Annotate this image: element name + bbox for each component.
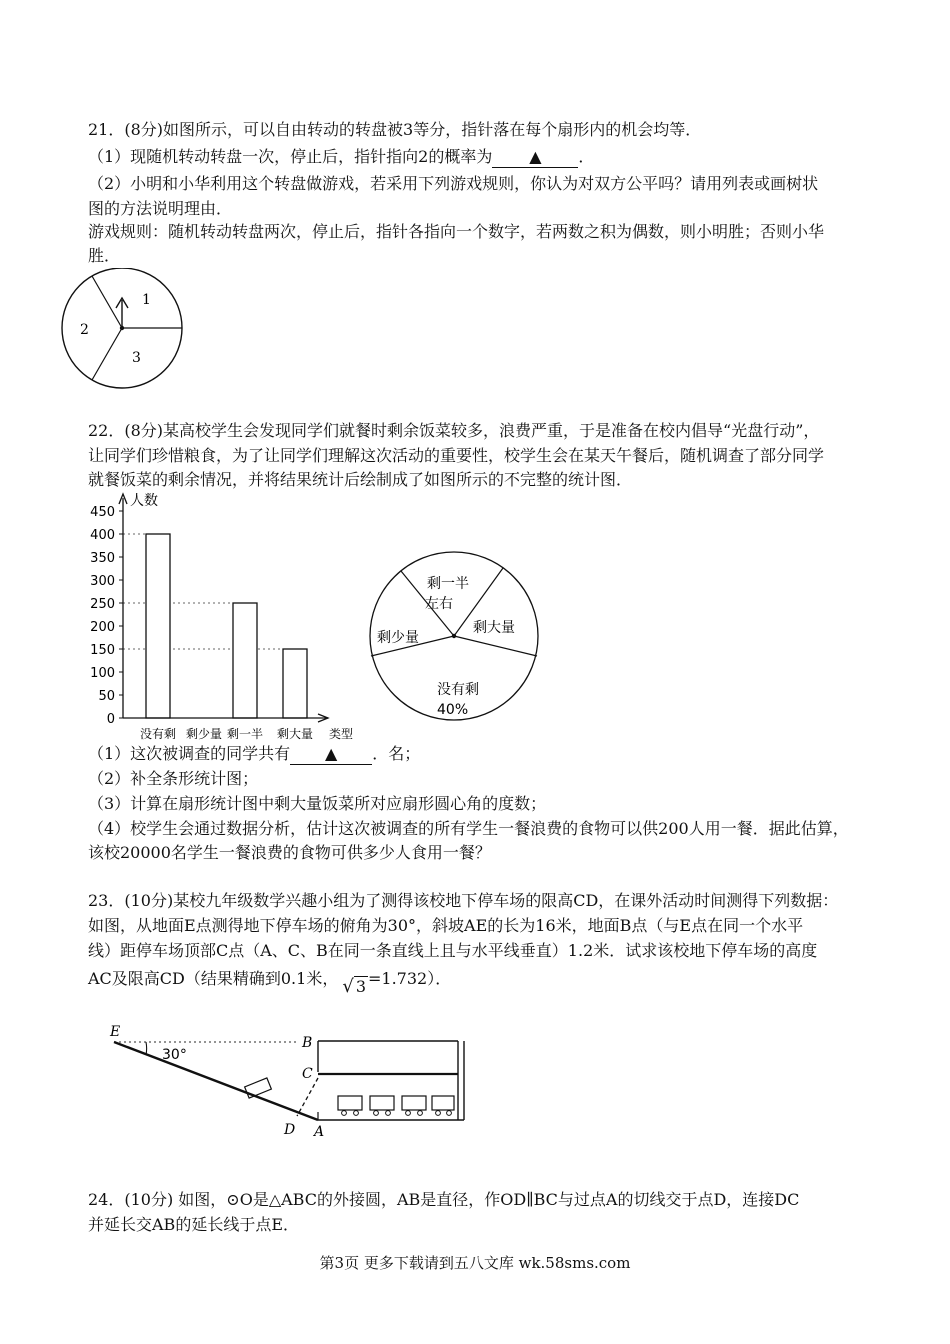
spinner-label-3: 3: [132, 350, 141, 366]
y-tick-label: 50: [98, 689, 115, 704]
q21-part1: [88, 147, 594, 168]
bar: [283, 649, 307, 718]
pie-chart: [365, 548, 555, 728]
bar-chart: [80, 490, 360, 742]
q22-part1: [88, 744, 420, 765]
q23-line2: 如图，从地面E点测得地下停车场的俯角为30°，斜坡AE的长为16米，地面B点（与E点在同一个水平: [88, 916, 804, 935]
point-B: B: [302, 1035, 313, 1051]
spinner-label-2: 2: [80, 322, 89, 338]
pie-label-none: 没有剩: [437, 682, 479, 698]
q24-line1: 24．(10分) 如图，⊙O是△ABC的外接圆，AB是直径，作OD∥BC与过点A的切线交于点D，连接DC: [88, 1190, 800, 1209]
answer-blank: ▲: [492, 147, 578, 168]
page-footer: 第3页 更多下载请到五八文库 wk.58sms.com: [319, 1254, 631, 1272]
sqrt-expression: [342, 976, 368, 997]
y-tick-label: 250: [90, 597, 115, 612]
y-tick-label: 300: [90, 574, 115, 589]
y-tick-label: 400: [90, 528, 115, 543]
parking-figure: [100, 1022, 470, 1142]
q23-line4: [88, 968, 452, 997]
y-tick-label: 100: [90, 666, 115, 681]
spinner-divider: [92, 276, 122, 328]
y-tick-label: 0: [106, 712, 115, 727]
q22-part4-line2: 该校20000名学生一餐浪费的食物可供多少人食用一餐？: [88, 843, 491, 862]
angle-label: 30°: [162, 1047, 187, 1063]
q21-part2-line2: 图的方法说明理由．: [88, 199, 233, 218]
q23-line4-end: =1.732）．: [368, 969, 452, 988]
bar: [146, 534, 170, 718]
pie-center: [452, 634, 456, 638]
car: [338, 1096, 362, 1115]
dashed-CD: [297, 1078, 318, 1116]
car: [432, 1096, 454, 1115]
q21-part2-line1: （2）小明和小华利用这个转盘做游戏，若采用下列游戏规则，你认为对双方公平吗？请用列表或画树状: [88, 174, 819, 193]
x-axis-label: 类型: [329, 727, 354, 741]
q22-part1-end: ．名；: [372, 744, 421, 763]
spinner-center: [120, 326, 124, 330]
pie-label-half: 剩一半: [427, 576, 469, 592]
car: [402, 1096, 426, 1115]
category-label: 剩大量: [276, 727, 314, 741]
spinner-figure: [58, 268, 188, 392]
category-label: 剩一半: [226, 727, 264, 741]
point-D: D: [284, 1122, 296, 1138]
point-E: E: [110, 1024, 121, 1040]
y-tick-label: 150: [90, 643, 115, 658]
q22-stem-line1: 22．(8分)某高校学生会发现同学们就餐时剩余饭菜较多，浪费严重，于是准备在校内倡导“光盘行动”，: [88, 421, 820, 440]
point-C: C: [302, 1066, 313, 1082]
q21-part1-text: （1）现随机转动转盘一次，停止后，指针指向2的概率为: [88, 147, 493, 166]
q22-part1-text: （1）这次被调查的同学共有: [88, 744, 291, 763]
q22-stem-line2: 让同学们珍惜粮食，为了让同学们理解这次活动的重要性，校学生会在某天午餐后，随机调查了部分同学: [88, 446, 825, 465]
car: [370, 1096, 394, 1115]
q23-line1: 23．(10分)某校九年级数学兴趣小组为了测得该校地下停车场的限高CD，在课外活动时间测得下列数据：: [88, 891, 839, 910]
q21-part1-end: ．: [578, 147, 595, 166]
y-tick-label: 350: [90, 551, 115, 566]
y-tick-label: 450: [90, 505, 115, 520]
spinner-divider: [92, 328, 122, 380]
q24-line2: 并延长交AB的延长线于点E．: [88, 1215, 299, 1234]
pie-label-small: 剩少量: [377, 630, 419, 646]
pie-divider: [454, 636, 537, 656]
slope-AE: [114, 1042, 318, 1120]
car-on-slope: [245, 1078, 272, 1098]
q22-part3: （3）计算在扇形统计图中剩大量饭菜所对应扇形圆心角的度数；: [88, 794, 547, 813]
q21-stem: 21．(8分)如图所示，可以自由转动的转盘被3等分，指针落在每个扇形内的机会均等．: [88, 120, 702, 139]
y-axis-label: 人数: [130, 493, 158, 509]
spinner-label-1: 1: [142, 292, 151, 308]
q21-rule-line1: 游戏规则：随机转动转盘两次，停止后，指针各指向一个数字，若两数之积为偶数，则小明胜；否则小华: [88, 222, 825, 241]
y-tick-label: 200: [90, 620, 115, 635]
pie-label-half-2: 左右: [425, 596, 453, 612]
q22-part4-line1: （4）校学生会通过数据分析，估计这次被调查的所有学生一餐浪费的食物可以供200人用一餐．据此估算，: [88, 819, 849, 838]
q23-line3: 线）距停车场顶部C点（A、C、B在同一条直线上且与水平线垂直）1.2米．试求该校地下停车场的高度: [88, 941, 818, 960]
pie-label-percent: 40%: [437, 702, 469, 718]
category-label: 没有剩: [139, 727, 177, 741]
bar: [233, 603, 257, 718]
q22-part2: （2）补全条形统计图；: [88, 769, 259, 788]
angle-arc: [146, 1042, 147, 1055]
pie-label-large: 剩大量: [473, 620, 515, 636]
q22-stem-line3: 就餐饭菜的剩余情况，并将结果统计后绘制成了如图所示的不完整的统计图．: [88, 470, 633, 489]
answer-blank: ▲: [290, 744, 372, 765]
category-label: 剩少量: [185, 727, 223, 741]
sqrt-radicand: 3: [355, 977, 366, 996]
radical-sign: √: [342, 976, 354, 997]
q21-rule-line2: 胜．: [88, 246, 121, 265]
point-A: A: [314, 1124, 325, 1140]
q23-line4-text: AC及限高CD（结果精确到0.1米，: [88, 969, 339, 988]
